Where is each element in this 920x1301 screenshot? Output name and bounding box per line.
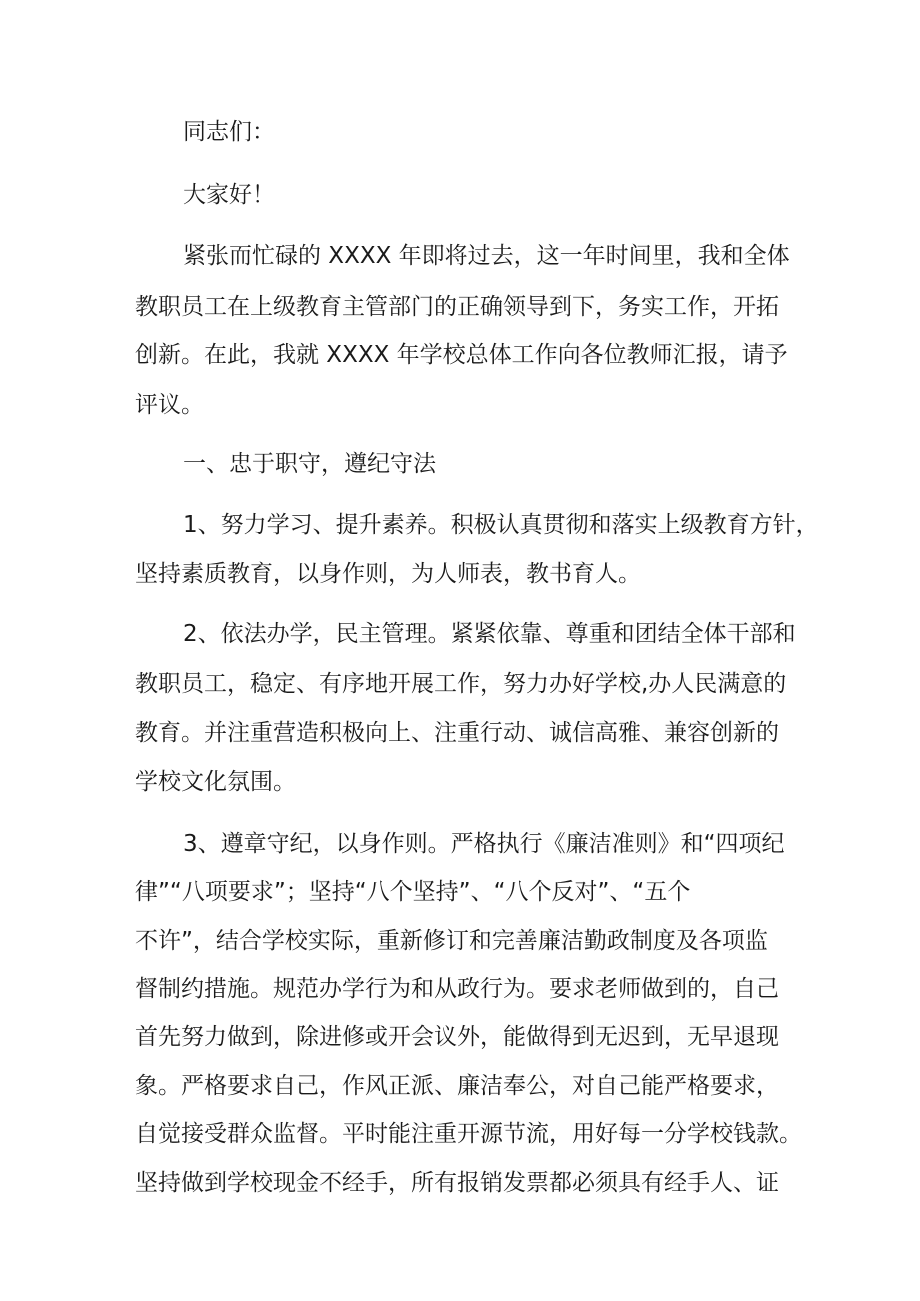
item-3-line-4: 督制约措施。规范办学行为和从政行为。要求老师做到的，自己 xyxy=(135,976,779,1002)
salutation: 大家好！ xyxy=(183,182,275,208)
item-2-line-2: 教职员工，稳定、有序地开展工作，努力办好学校,办人民满意的 xyxy=(135,671,787,697)
item-3-line-7: 自觉接受群众监督。平时能注重开源节流，用好每一分学校钱款。 xyxy=(135,1121,802,1147)
item-3-line-1: 3、遵章守纪，以身作则。严格执行《廉洁准则》和“四项纪 xyxy=(183,831,785,857)
item-1-line-1: 1、努力学习、提升素养。积极认真贯彻和落实上级教育方针， xyxy=(183,512,819,538)
item-3-line-2: 律”“八项要求”；坚持“八个坚持”、“八个反对”、“五个 xyxy=(135,879,691,905)
section-1-heading: 一、忠于职守，遵纪守法 xyxy=(183,451,436,477)
intro-line-2: 教职员工在上级教育主管部门的正确领导到下，务实工作，开拓 xyxy=(135,294,779,320)
item-2-line-3: 教育。并注重营造积极向上、注重行动、诚信高雅、兼容创新的 xyxy=(135,720,779,746)
intro-line-4: 评议。 xyxy=(135,392,204,418)
item-3-line-5: 首先努力做到，除进修或开会议外，能做得到无迟到，无早退现 xyxy=(135,1024,779,1050)
item-3-line-6: 象。严格要求自己，作风正派、廉洁奉公，对自己能严格要求， xyxy=(135,1073,779,1099)
intro-line-3: 创新。在此，我就 XXXX 年学校总体工作向各位教师汇报，请予 xyxy=(135,342,788,368)
intro-line-1: 紧张而忙碌的 XXXX 年即将过去，这一年时间里，我和全体 xyxy=(183,243,790,269)
item-1-line-2: 坚持素质教育，以身作则，为人师表，教书育人。 xyxy=(135,561,641,587)
item-3-line-8: 坚持做到学校现金不经手，所有报销发票都必须具有经手人、证 xyxy=(135,1170,779,1196)
item-2-line-4: 学校文化氛围。 xyxy=(135,769,296,795)
item-3-line-3: 不许”，结合学校实际，重新修订和完善廉洁勤政制度及各项监 xyxy=(135,928,768,954)
item-2-line-1: 2、依法办学，民主管理。紧紧依靠、尊重和团结全体干部和 xyxy=(183,621,796,647)
greeting: 同志们： xyxy=(183,119,275,145)
